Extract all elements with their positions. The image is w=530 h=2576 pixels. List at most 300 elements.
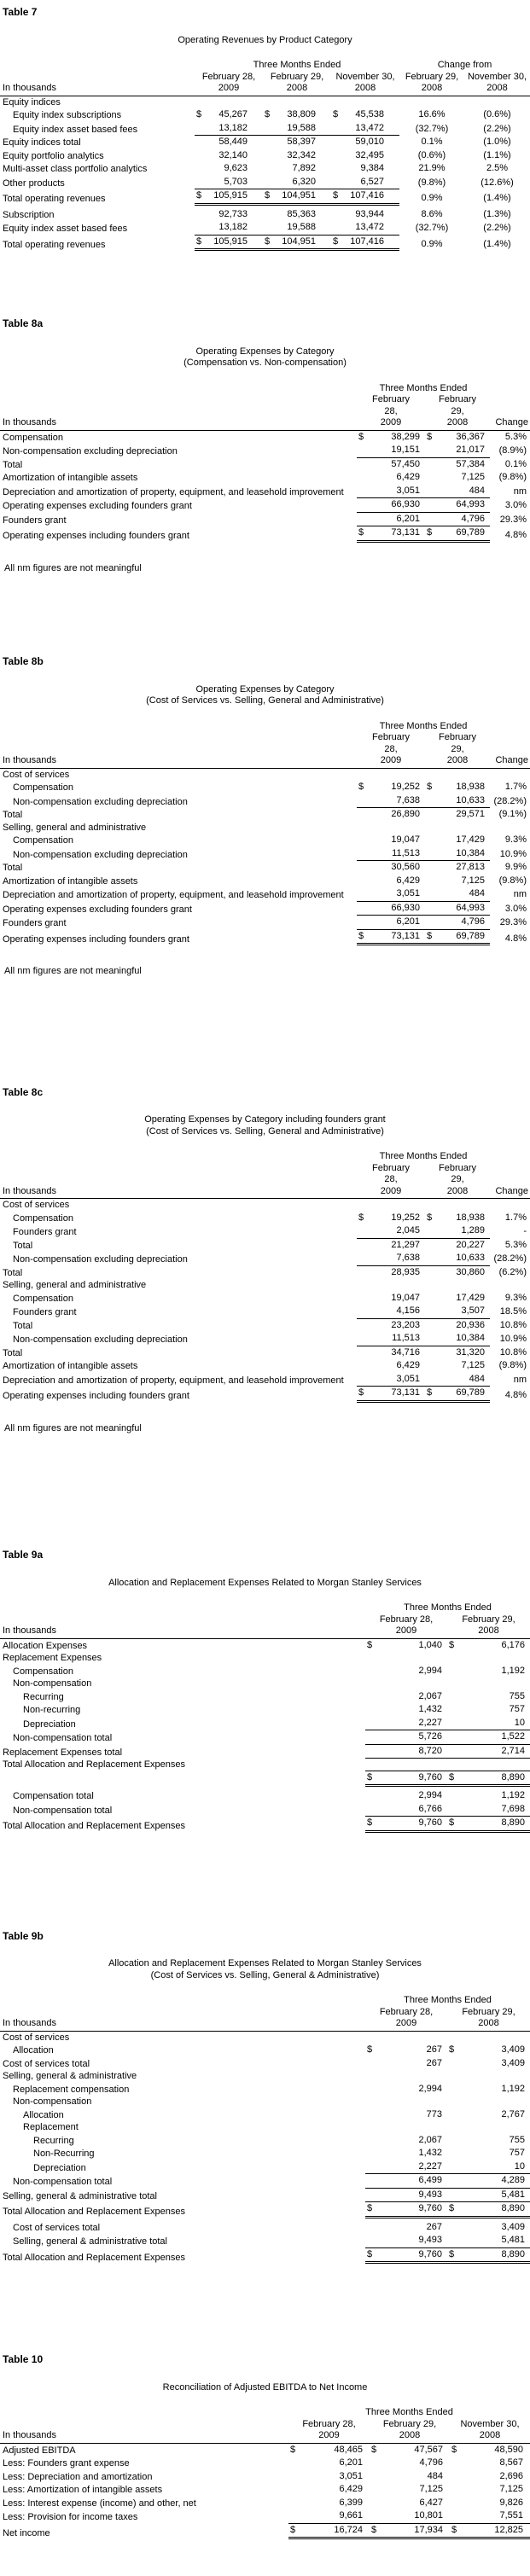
section-label: Equity indices: [3, 96, 61, 108]
value-cell: [365, 1770, 447, 1771]
row-label: Total: [3, 1267, 23, 1278]
dollar-sign: $: [358, 1387, 364, 1398]
value-text: 8,890: [501, 1771, 525, 1782]
row-label: Equity portfolio analytics: [3, 150, 104, 161]
value-text: 1,040: [418, 1639, 442, 1650]
row-label: Non-recurring: [23, 1705, 81, 1715]
table-row: [0, 1745, 530, 1759]
value-cell: [447, 2235, 530, 2248]
row-label: Operating expenses excluding founders grant: [3, 501, 192, 511]
row-label: Selling, general & administrative total: [13, 2236, 167, 2247]
value-cell: [447, 1746, 530, 1759]
value-cell: [425, 1387, 490, 1403]
table-row: [0, 1771, 530, 1788]
table-row: [0, 2083, 530, 2096]
value-text: 1,192: [501, 1790, 525, 1800]
value-text: 32,342: [287, 149, 316, 160]
value-cell: [370, 2457, 450, 2470]
value-cell: [447, 2175, 530, 2189]
row-label: Non-compensation total: [13, 1805, 113, 1816]
value-text: 9,760: [418, 2248, 442, 2259]
table-row: [0, 1212, 530, 1225]
column-header: February 28,: [201, 71, 256, 82]
value-text: 2,067: [418, 1690, 442, 1701]
value-cell: [365, 2161, 447, 2175]
table-row: [0, 1387, 530, 1403]
value-text: 2,994: [418, 2083, 442, 2094]
value-cell: [357, 1240, 425, 1253]
value-cell: [425, 1253, 490, 1266]
header-line-row: [0, 744, 530, 756]
units-label: In thousands: [3, 2430, 56, 2440]
value-text: 2,994: [418, 1790, 442, 1800]
table-row: [0, 861, 530, 875]
units-label: In thousands: [3, 83, 56, 93]
value-text: 757: [509, 1704, 525, 1714]
row-label: Operating expenses including founders grant: [3, 1391, 189, 1401]
table-row: [0, 162, 530, 176]
row-label: Amortization of intangible assets: [3, 473, 138, 483]
value-cell: [365, 1790, 447, 1803]
value-text: 4,796: [461, 916, 485, 927]
section-label: Non-compensation: [13, 1678, 92, 1689]
table-row: [0, 2497, 530, 2510]
value-cell: [447, 2084, 530, 2096]
table-row: [0, 431, 530, 445]
value-cell: [370, 2484, 450, 2497]
value-text: 7,892: [292, 163, 316, 173]
value-cell: [450, 2510, 530, 2524]
column-group-header: Three Months Ended: [379, 720, 468, 731]
value-cell: [447, 1817, 530, 1833]
value-cell: [357, 888, 425, 902]
table-row: [0, 781, 530, 794]
header-line-row: [0, 1186, 530, 1198]
table-tag: Table 8b: [3, 655, 44, 667]
value-cell: [425, 903, 490, 916]
row-label: Compensation: [13, 782, 73, 793]
header-line-row: [0, 1163, 530, 1175]
value-text: 9,384: [360, 163, 384, 173]
value-text: 6,176: [501, 1639, 525, 1650]
value-cell: [425, 795, 490, 809]
row-label: Non-Recurring: [33, 2149, 95, 2159]
value-cell: [425, 1333, 490, 1346]
header-group-row: [0, 60, 530, 72]
value-cell: [357, 1225, 425, 1239]
row-label: Recurring: [33, 2135, 74, 2146]
value-cell: [447, 2148, 530, 2160]
value-text: 757: [509, 2148, 525, 2158]
change-cell: 4.8%: [504, 1390, 527, 1400]
value-text: 267: [426, 2057, 442, 2068]
table-titles: [0, 35, 530, 47]
value-text: 13,182: [218, 122, 248, 133]
table-row: [0, 2524, 530, 2540]
value-text: 2,767: [501, 2108, 525, 2120]
value-text: 8,720: [418, 1745, 442, 1756]
value-text: 9,623: [224, 163, 248, 173]
table-row: [0, 2160, 530, 2175]
table-row: [0, 526, 530, 543]
value-text: 2,227: [418, 2160, 442, 2172]
column-header: 2009: [395, 2018, 417, 2028]
section-label: Selling, general and administrative: [3, 1280, 147, 1290]
value-cell: [195, 177, 263, 190]
table-row: [0, 2032, 530, 2044]
dollar-sign: $: [367, 2248, 373, 2259]
value-text: 58,397: [287, 137, 316, 147]
table-row: [0, 136, 530, 149]
row-label: Replacement compensation: [13, 2084, 130, 2095]
value-text: 66,930: [391, 499, 420, 509]
change-cell: 4.8%: [504, 530, 527, 540]
value-cell: [365, 1718, 447, 1731]
table-title: (Cost of Services vs. Selling, General & Administrative): [150, 1969, 380, 1980]
header-line-row: [0, 72, 530, 84]
value-cell: [447, 1772, 530, 1788]
change-cell: (2.2%): [483, 223, 511, 233]
table-row: [0, 485, 530, 499]
change-cell: (1.3%): [483, 208, 511, 219]
row-label: Selling, general & administrative total: [3, 2190, 157, 2201]
change-cell: 0.9%: [421, 238, 443, 249]
value-text: 57,384: [456, 458, 485, 469]
units-label: In thousands: [3, 1625, 56, 1636]
change-cell: 29.3%: [499, 917, 527, 927]
value-text: 19,588: [287, 222, 316, 232]
table-rows: [0, 431, 530, 543]
table-row: [0, 2108, 530, 2122]
value-cell: [357, 809, 425, 822]
value-cell: [447, 1770, 530, 1771]
value-cell: [447, 1790, 530, 1803]
value-cell: [263, 109, 331, 122]
value-text: 73,131: [391, 527, 420, 538]
change-cell: (12.6%): [480, 177, 514, 188]
table-header: [0, 1151, 530, 1199]
value-text: 8,567: [499, 2457, 523, 2468]
value-text: 7,638: [396, 794, 420, 805]
table-row: [0, 2202, 530, 2218]
table-row: [0, 1279, 530, 1292]
value-cell: [370, 2471, 450, 2484]
table-block-t8b: [0, 656, 530, 978]
row-label: Non-compensation total: [13, 1733, 113, 1743]
change-cell: 9.3%: [504, 834, 527, 845]
table-row: [0, 2483, 530, 2497]
value-cell: [425, 848, 490, 862]
table-row: [0, 1252, 530, 1266]
value-cell: [357, 1267, 425, 1280]
table-row: [0, 916, 530, 930]
row-label: Founders grant: [3, 515, 67, 526]
table-title: Operating Revenues by Product Category: [178, 34, 352, 45]
dollar-sign: $: [358, 431, 364, 442]
table-row: [0, 108, 530, 122]
value-cell: [357, 1387, 425, 1403]
table-row: [0, 847, 530, 862]
value-cell: [288, 2457, 370, 2470]
table-row: [0, 1639, 530, 1653]
value-cell: [425, 809, 490, 822]
value-cell: [365, 2084, 447, 2096]
change-cell: (0.6%): [483, 109, 511, 119]
dollar-sign: $: [265, 190, 271, 201]
value-cell: [357, 1305, 425, 1319]
row-label: Less: Depreciation and amortization: [3, 2471, 153, 2482]
column-group-header: Three Months Ended: [379, 1151, 468, 1161]
table-row: [0, 1652, 530, 1665]
value-cell: [425, 445, 490, 458]
value-cell: [365, 2058, 447, 2071]
change-cell: 5.3%: [504, 431, 527, 442]
value-text: 9,493: [418, 2189, 442, 2200]
value-text: 19,047: [391, 1292, 420, 1303]
change-cell: 2.5%: [486, 163, 509, 173]
value-text: 7,698: [501, 1803, 525, 1814]
value-cell: [425, 514, 490, 527]
table-block-t8a: [0, 318, 530, 574]
value-text: 5,481: [501, 2189, 525, 2200]
table-row: [0, 189, 530, 206]
table-row: [0, 2134, 530, 2148]
value-text: 69,789: [456, 1387, 485, 1398]
dollar-sign: $: [358, 782, 364, 792]
value-text: 6,201: [396, 513, 420, 524]
change-cell: 3.0%: [504, 903, 527, 914]
value-cell: [425, 875, 490, 888]
value-text: 267: [426, 2221, 442, 2232]
value-cell: [425, 486, 490, 499]
column-header: February 29,: [270, 71, 324, 82]
table-block-t9b: [0, 1931, 530, 2265]
table-block-t8c: [0, 1087, 530, 1435]
value-cell: [425, 1240, 490, 1253]
value-cell: [357, 527, 425, 543]
value-cell: [331, 163, 399, 176]
value-text: 10,801: [414, 2510, 443, 2521]
value-text: 69,789: [456, 930, 485, 941]
value-text: 7,125: [499, 2484, 523, 2494]
value-cell: [357, 459, 425, 472]
value-cell: [447, 2203, 530, 2218]
value-cell: [195, 137, 263, 149]
value-text: 6,427: [419, 2497, 443, 2508]
change-cell: (9.1%): [498, 809, 527, 819]
value-cell: [447, 1691, 530, 1704]
value-cell: [365, 2175, 447, 2189]
value-cell: [425, 782, 490, 794]
change-cell: 8.6%: [421, 208, 443, 219]
value-text: 484: [469, 485, 485, 496]
dollar-sign: $: [290, 2444, 296, 2455]
change-cell: (2.2%): [483, 123, 511, 134]
row-label: Total: [3, 810, 23, 820]
value-cell: [425, 862, 490, 875]
section-label: Replacement: [23, 2122, 79, 2132]
column-header: 2008: [286, 83, 308, 93]
value-text: 38,809: [287, 109, 316, 119]
change-cell: (9.8%): [498, 1360, 527, 1370]
value-text: 10,633: [456, 1253, 485, 1263]
value-text: 8,890: [501, 2203, 525, 2213]
column-group-header: Change from: [437, 60, 492, 70]
value-cell: [450, 2445, 530, 2457]
change-cell: 10.9%: [499, 848, 527, 859]
value-text: 19,047: [391, 834, 420, 845]
value-text: 27,813: [456, 862, 485, 872]
value-cell: [365, 2109, 447, 2122]
header-line-row: [0, 1614, 530, 1626]
value-cell: [357, 862, 425, 875]
value-cell: [357, 1253, 425, 1266]
table-row: [0, 887, 530, 902]
value-cell: [195, 190, 263, 206]
value-cell: [357, 782, 425, 794]
value-text: 2,994: [418, 1665, 442, 1676]
value-text: 6,429: [396, 875, 420, 886]
header-group-row: [0, 2407, 530, 2419]
change-cell: (6.2%): [498, 1266, 527, 1277]
dollar-sign: $: [449, 2203, 455, 2213]
row-label: Total Allocation and Replacement Expenses: [3, 1821, 186, 1831]
row-label: Operating expenses including founders grant: [3, 531, 189, 541]
value-cell: [288, 2445, 370, 2457]
row-label: Equity index asset based fees: [3, 224, 128, 234]
header-line-row: [0, 2018, 530, 2030]
table-header: [0, 1602, 530, 1639]
table-rows: [0, 2444, 530, 2540]
table-row: [0, 122, 530, 137]
row-label: Equity indices total: [3, 137, 81, 148]
value-cell: [288, 2525, 370, 2540]
dollar-sign: $: [358, 1212, 364, 1223]
value-cell: [365, 2203, 447, 2218]
value-text: 6,429: [396, 1360, 420, 1370]
column-header: 29,: [451, 743, 464, 754]
value-text: 7,125: [461, 1360, 485, 1370]
change-cell: (1.1%): [483, 149, 511, 160]
table-tag: Table 8a: [3, 317, 44, 329]
value-text: 58,449: [218, 137, 248, 147]
dollar-sign: $: [265, 236, 271, 247]
column-header: November 30,: [467, 71, 527, 82]
table-row: [0, 208, 530, 222]
value-text: 32,140: [218, 149, 248, 160]
column-header: February 29,: [382, 2418, 437, 2429]
row-label: Total: [3, 1347, 23, 1358]
value-text: 45,267: [218, 109, 248, 119]
value-text: 28,935: [391, 1266, 420, 1277]
value-text: 4,796: [461, 513, 485, 524]
change-cell: nm: [513, 486, 527, 497]
value-text: 18,938: [456, 1212, 485, 1223]
table-row: [0, 1703, 530, 1717]
table-row: [0, 1678, 530, 1690]
value-cell: [370, 2497, 450, 2510]
units-label: In thousands: [3, 2018, 56, 2028]
change-cell: 5.3%: [504, 1239, 527, 1250]
value-text: 57,450: [391, 458, 420, 469]
footnote: All nm figures are not meaningful: [4, 966, 142, 976]
row-label: Equity index asset based fees: [13, 124, 138, 135]
row-label: Less: Amortization of intangible assets: [3, 2485, 163, 2495]
row-label: Compensation: [13, 835, 73, 846]
value-cell: [331, 109, 399, 122]
value-text: 104,951: [282, 236, 316, 247]
value-text: 3,051: [396, 485, 420, 496]
row-label: Equity index subscriptions: [13, 110, 122, 120]
dollar-sign: $: [333, 236, 339, 247]
header-line-row: [0, 83, 530, 95]
value-text: 8,890: [501, 2248, 525, 2259]
financial-report-document: [0, 7, 530, 2539]
value-text: 3,051: [339, 2470, 363, 2481]
value-cell: [195, 163, 263, 176]
value-cell: [365, 1804, 447, 1817]
header-group-row: [0, 383, 530, 395]
value-text: 34,716: [391, 1346, 420, 1358]
value-cell: [450, 2484, 530, 2497]
dollar-sign: $: [358, 527, 364, 538]
row-label: Total: [13, 1320, 33, 1331]
value-text: 10,384: [456, 1333, 485, 1343]
row-label: Non-compensation excluding depreciation: [3, 446, 178, 456]
section-label: Replacement Expenses: [3, 1653, 102, 1663]
value-text: 7,125: [461, 875, 485, 886]
row-label: Depreciation and amortization of property, equipment, and leasehold improvement: [3, 890, 344, 900]
change-cell: (1.4%): [483, 238, 511, 249]
value-cell: [425, 1293, 490, 1305]
value-cell: [447, 2161, 530, 2175]
table-row: [0, 1305, 530, 1319]
value-cell: [365, 2135, 447, 2148]
table-row: [0, 1803, 530, 1817]
dollar-sign: $: [290, 2524, 296, 2535]
change-cell: 29.3%: [499, 514, 527, 525]
table-title: Reconciliation of Adjusted EBITDA to Net Income: [162, 2381, 368, 2393]
row-label: Operating expenses excluding founders grant: [3, 904, 192, 915]
value-text: 10,384: [456, 847, 485, 858]
row-label: Compensation: [13, 1666, 73, 1677]
value-text: 17,429: [456, 834, 485, 845]
value-cell: [331, 123, 399, 137]
column-header: February: [438, 1162, 477, 1173]
header-line-row: [0, 417, 530, 429]
value-text: 11,513: [392, 847, 420, 858]
table-row: [0, 221, 530, 236]
table-rows: [0, 96, 530, 252]
change-cell: 10.9%: [499, 1334, 527, 1344]
table-row: [0, 2096, 530, 2108]
value-cell: [288, 2497, 370, 2510]
row-label: Total Allocation and Replacement Expenses: [3, 2252, 186, 2263]
value-cell: [195, 109, 263, 122]
value-text: 21,297: [391, 1239, 420, 1250]
value-text: 1,432: [418, 1704, 442, 1714]
value-cell: [357, 486, 425, 499]
dollar-sign: $: [449, 1771, 455, 1782]
table-header: [0, 383, 530, 431]
value-text: 8,890: [501, 1817, 525, 1828]
value-cell: [357, 472, 425, 485]
value-text: 19,588: [287, 122, 316, 133]
change-cell: (1.0%): [483, 137, 511, 147]
table-row: [0, 1266, 530, 1280]
table-row: [0, 498, 530, 513]
value-cell: [365, 2189, 447, 2203]
